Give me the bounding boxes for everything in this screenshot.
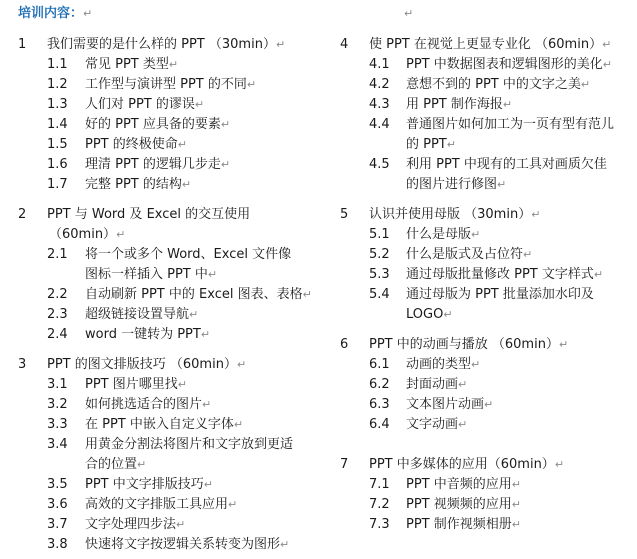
paragraph-mark-icon: ↵: [203, 478, 213, 491]
item-number: 2.3: [47, 307, 68, 322]
item-label: 封面动画: [406, 377, 459, 392]
paragraph-mark-icon: ↵: [593, 268, 604, 281]
item-text: [85, 535, 289, 555]
section-title: [47, 35, 285, 55]
item-text: [406, 95, 512, 115]
item-label: PPT 的终极使命: [85, 137, 178, 152]
section-title-text: PPT 与 Word 及 Excel 的交互使用: [47, 207, 251, 222]
section-title-text: 使 PPT 在视觉上更显专业化 （60min）: [369, 37, 603, 52]
document-title: [18, 5, 92, 23]
item-number: 7.1: [369, 477, 390, 492]
paragraph-mark-icon: ↵: [602, 58, 612, 71]
item-label: 人们对 PPT 的谬误: [85, 97, 195, 112]
item-number: 3.4: [47, 437, 68, 452]
section-title-continued: [49, 225, 125, 245]
item-text: [85, 375, 187, 395]
item-number: 6.1: [369, 357, 390, 372]
paragraph-mark-icon: ↵: [458, 378, 468, 391]
item-number: 1.1: [47, 57, 68, 72]
item-text: [406, 515, 521, 535]
item-text: [85, 135, 187, 155]
section-number: 3: [18, 357, 27, 372]
paragraph-mark-icon: ↵: [531, 208, 541, 221]
item-number: 1.2: [47, 77, 68, 92]
section-title-text: 我们需要的是什么样的 PPT （30min）: [47, 37, 276, 52]
item-text: [85, 395, 211, 415]
item-text: [85, 435, 293, 455]
paragraph-mark-icon: ↵: [523, 248, 533, 261]
paragraph-mark-icon: ↵: [228, 498, 238, 511]
item-text-continued: [406, 305, 453, 325]
item-text: [85, 495, 237, 515]
item-label: 通过母版批量修改 PPT 文字样式: [406, 267, 594, 282]
paragraph-mark-icon: ↵: [116, 228, 126, 241]
paragraph-mark-icon: ↵: [580, 78, 591, 91]
item-label: 文字动画: [406, 417, 459, 432]
paragraph-mark-icon: ↵: [202, 398, 212, 411]
paragraph-mark-icon: ↵: [443, 308, 453, 321]
item-label: 在 PPT 中嵌入自定义字体: [85, 417, 234, 432]
section-number: 6: [340, 337, 349, 352]
item-label: 通过母版为 PPT 批量添加水印及: [406, 287, 594, 302]
item-text: [85, 245, 291, 265]
item-text: [406, 495, 521, 515]
paragraph-mark-icon: ↵: [176, 518, 186, 531]
item-cont-text: 的 PPT: [406, 137, 447, 152]
item-number: 3.5: [47, 477, 68, 492]
section-number: 5: [340, 207, 349, 222]
item-text: [85, 515, 185, 535]
item-cont-text: LOGO: [406, 307, 444, 322]
item-text: [406, 475, 521, 495]
paragraph-mark-icon: ↵: [554, 458, 565, 471]
paragraph-mark-icon: ↵: [220, 158, 231, 171]
item-cont-text: 的图片进行修图: [406, 177, 498, 192]
paragraph-mark-icon: ↵: [177, 138, 187, 151]
item-label: 超级链接设置导航: [85, 307, 190, 322]
item-number: 6.4: [369, 417, 390, 432]
item-label: PPT 中音频的应用: [406, 477, 512, 492]
section-number: 1: [18, 37, 27, 52]
item-label: 普通图片如何加工为一页有型有范儿: [406, 117, 615, 132]
paragraph-mark-icon: ↵: [511, 478, 521, 491]
section-title-cont-text: （60min）: [49, 227, 117, 242]
paragraph-mark-icon: ↵: [558, 338, 569, 351]
item-text: [406, 115, 614, 135]
item-number: 4.2: [369, 77, 390, 92]
item-text: [406, 375, 467, 395]
paragraph-mark-icon: ↵: [275, 38, 286, 51]
paragraph-mark-icon: ↵: [280, 538, 290, 551]
item-text: [406, 55, 612, 75]
item-number: 3.3: [47, 417, 68, 432]
item-label: 意想不到的 PPT 中的文字之美: [406, 77, 581, 92]
item-label: 什么是版式及占位符: [406, 247, 524, 262]
section-title-text: 认识并使用母版 （30min）: [369, 207, 532, 222]
item-label: 工作型与演讲型 PPT 的不同: [85, 77, 247, 92]
paragraph-mark-icon: ↵: [471, 228, 481, 241]
item-label: 文字处理四步法: [85, 517, 177, 532]
item-label: PPT 中文字排版技巧: [85, 477, 204, 492]
item-text: [85, 475, 213, 495]
item-label: 自动刷新 PPT 中的 Excel 图表、表格: [85, 287, 303, 302]
item-label: 利用 PPT 中现有的工具对画质欠佳: [406, 157, 607, 172]
item-text: [406, 155, 607, 175]
section-title: [47, 355, 246, 375]
section-title-text: PPT 中的动画与播放 （60min）: [369, 337, 559, 352]
item-text: [85, 305, 198, 325]
item-number: 6.2: [369, 377, 390, 392]
item-number: 5.2: [369, 247, 390, 262]
item-number: 3.1: [47, 377, 68, 392]
paragraph-mark-icon: ↵: [83, 7, 93, 20]
paragraph-mark-icon: ↵: [497, 178, 507, 191]
section-number: 2: [18, 207, 27, 222]
item-label: 快速将文字按逻辑关系转变为图形: [85, 537, 281, 552]
section-title: [369, 205, 540, 225]
item-number: 1.3: [47, 97, 68, 112]
item-text: [85, 75, 256, 95]
section-title: [369, 335, 568, 355]
item-text: [406, 245, 532, 265]
item-text: [85, 175, 191, 195]
item-label: 文本图片动画: [406, 397, 485, 412]
item-label: 什么是母版: [406, 227, 472, 242]
item-cont-text: 图标一样插入 PPT 中: [85, 267, 208, 282]
paragraph-mark-icon: ↵: [194, 98, 205, 111]
item-text: [406, 225, 480, 245]
item-label: 理清 PPT 的逻辑几步走: [85, 157, 221, 172]
paragraph-mark-icon: ↵: [511, 498, 521, 511]
item-label: PPT 制作视频相册: [406, 517, 512, 532]
item-number: 6.3: [369, 397, 390, 412]
item-label: 高效的文字排版工具应用: [85, 497, 229, 512]
item-number: 3.8: [47, 537, 68, 552]
item-text-continued: [85, 455, 146, 475]
paragraph-mark-icon: ↵: [511, 518, 521, 531]
item-label: PPT 中数据图表和逻辑图形的美化: [406, 57, 603, 72]
section-number: 4: [340, 37, 349, 52]
paragraph-mark-icon: ↵: [404, 7, 414, 20]
item-text: [406, 395, 493, 415]
item-label: 用黄金分割法将图片和文字放到更适: [85, 437, 294, 452]
item-label: 将一个或多个 Word、Excel 文件像: [85, 247, 292, 262]
item-text: [85, 155, 230, 175]
item-label: 如何挑选适合的图片: [85, 397, 203, 412]
item-label: 动画的类型: [406, 357, 472, 372]
item-text: [85, 55, 178, 75]
item-text-continued: [406, 135, 456, 155]
item-number: 1.5: [47, 137, 68, 152]
item-text: [406, 265, 603, 285]
item-number: 7.2: [369, 497, 390, 512]
section-title: [369, 455, 564, 475]
paragraph-mark-icon: ↵: [602, 38, 612, 51]
paragraph-mark-icon: ↵: [502, 98, 513, 111]
section-title: [369, 35, 611, 55]
paragraph-mark-icon: ↵: [471, 358, 481, 371]
item-label: PPT 视频频的应用: [406, 497, 512, 512]
item-number: 1.4: [47, 117, 68, 132]
paragraph-mark-icon: ↵: [302, 288, 312, 301]
item-text: [406, 285, 594, 305]
item-number: 5.3: [369, 267, 390, 282]
item-number: 2.2: [47, 287, 68, 302]
item-label: word 一键转为 PPT: [85, 327, 201, 342]
item-number: 3.7: [47, 517, 68, 532]
item-text: [85, 115, 230, 135]
paragraph-mark-icon: ↵: [181, 178, 192, 191]
item-text: [406, 415, 467, 435]
section-title-text: PPT 中多媒体的应用（60min）: [369, 457, 555, 472]
section-number: 7: [340, 457, 349, 472]
item-label: PPT 图片哪里找: [85, 377, 178, 392]
paragraph-mark-icon: ↵: [189, 308, 199, 321]
item-number: 5.4: [369, 287, 390, 302]
item-text: [85, 325, 210, 345]
paragraph-mark-icon: ↵: [168, 58, 179, 71]
paragraph-mark-icon: ↵: [233, 418, 244, 431]
paragraph-mark-icon: ↵: [177, 378, 187, 391]
item-number: 4.1: [369, 57, 390, 72]
item-text-continued: [85, 265, 217, 285]
item-number: 4.3: [369, 97, 390, 112]
item-number: 7.3: [369, 517, 390, 532]
title-text: 培训内容：: [18, 6, 84, 21]
item-number: 3.6: [47, 497, 68, 512]
item-text: [406, 355, 480, 375]
paragraph-mark-icon: ↵: [246, 78, 257, 91]
item-text: [406, 75, 590, 95]
item-number: 2.1: [47, 247, 68, 262]
item-number: 1.6: [47, 157, 68, 172]
paragraph-mark-icon: ↵: [458, 418, 468, 431]
section-title: [47, 205, 250, 225]
paragraph-mark-icon: ↵: [137, 458, 147, 471]
item-number: 4.4: [369, 117, 390, 132]
paragraph-mark-icon: ↵: [200, 328, 211, 341]
paragraph-mark-icon: ↵: [236, 358, 247, 371]
item-text-continued: [406, 175, 506, 195]
item-label: 好的 PPT 应具备的要素: [85, 117, 221, 132]
paragraph-mark-icon: ↵: [207, 268, 218, 281]
paragraph-mark-icon: ↵: [220, 118, 231, 131]
paragraph-mark-icon: ↵: [446, 138, 456, 151]
item-number: 2.4: [47, 327, 68, 342]
item-number: 3.2: [47, 397, 68, 412]
section-title-text: PPT 的图文排版技巧 （60min）: [47, 357, 237, 372]
item-label: 常见 PPT 类型: [85, 57, 169, 72]
item-number: 1.7: [47, 177, 68, 192]
paragraph-mark-icon: ↵: [484, 398, 494, 411]
item-number: 4.5: [369, 157, 390, 172]
item-label: 完整 PPT 的结构: [85, 177, 182, 192]
item-text: [85, 285, 312, 305]
item-number: 5.1: [369, 227, 390, 242]
item-text: [85, 415, 243, 435]
item-cont-text: 合的位置: [85, 457, 138, 472]
item-label: 用 PPT 制作海报: [406, 97, 503, 112]
item-text: [85, 95, 204, 115]
